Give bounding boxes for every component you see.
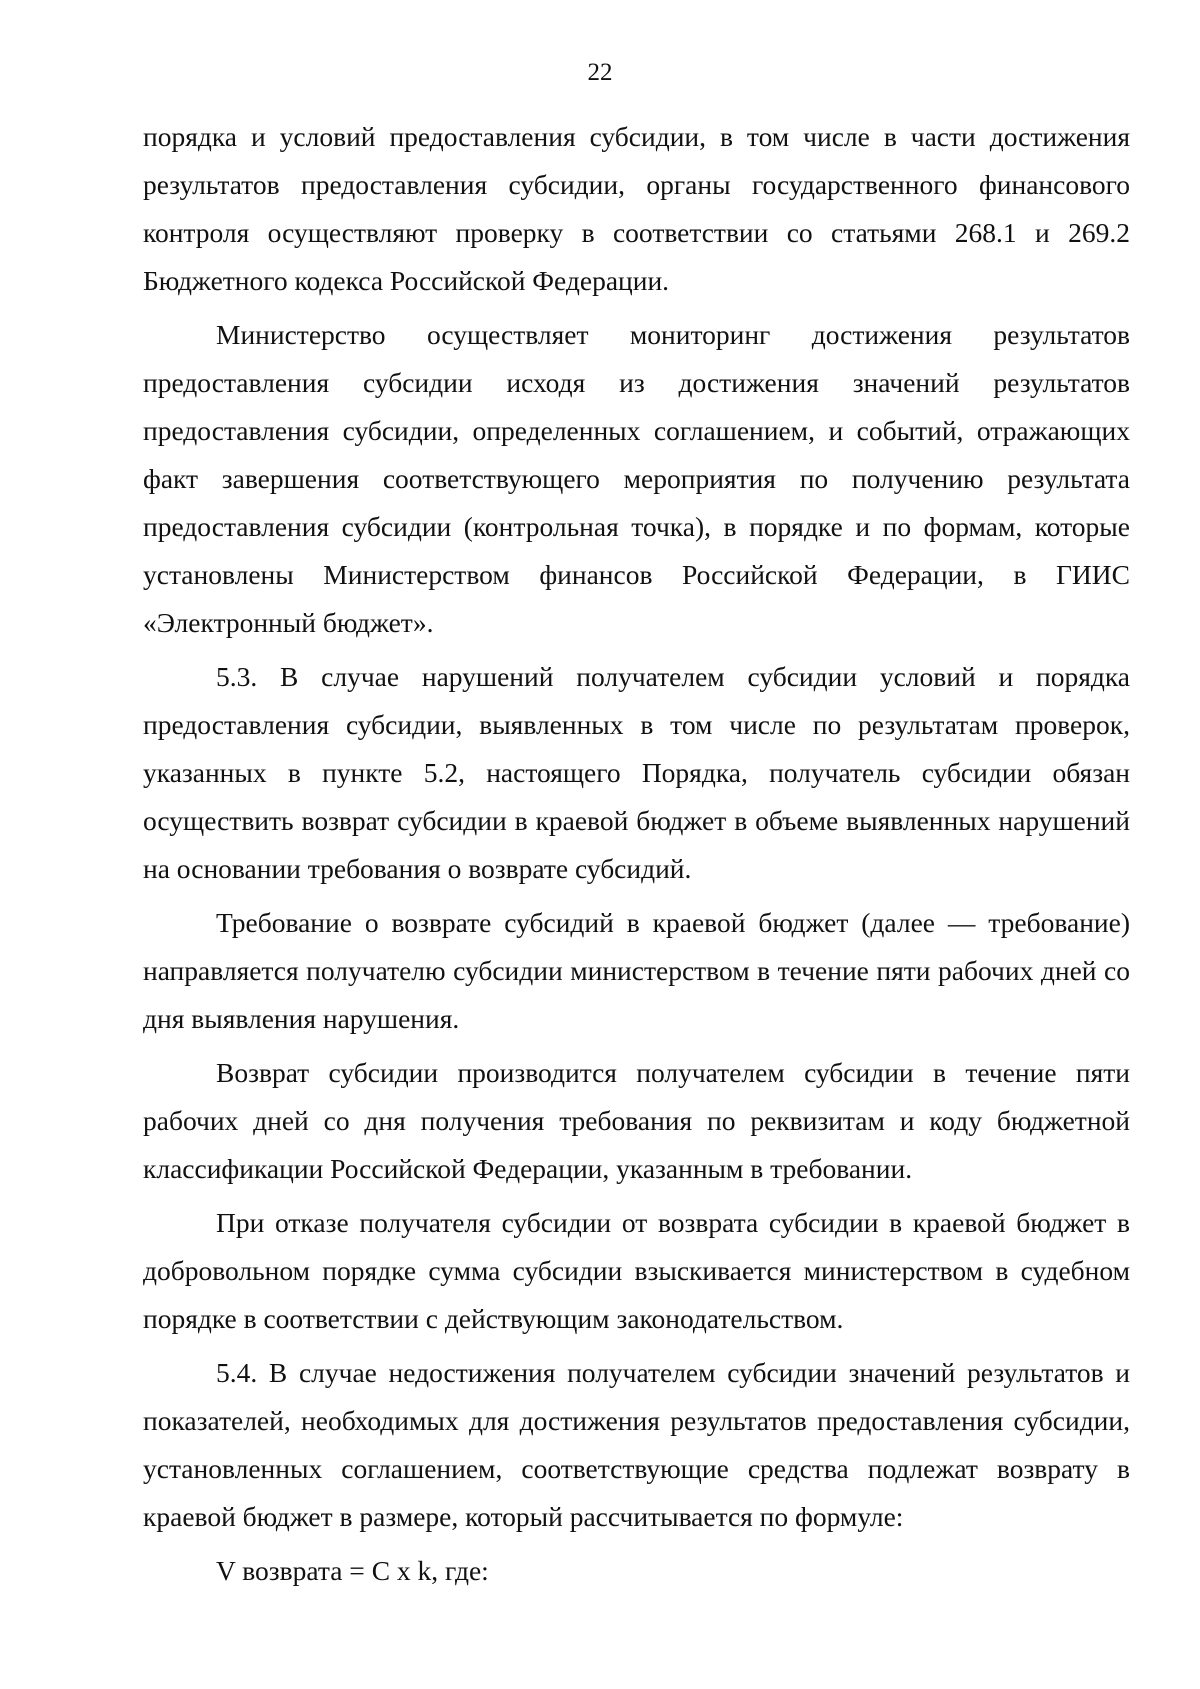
- paragraph-monitoring: Министерство осуществляет мониторинг достижения результатов предоставления субсидии исходя из достижения значений результатов предоставления субсидии, определенных соглашением, и событий, отражающих факт завершения соответствующего мероприятия по получению результата предоставления субсидии (контрольная точка), в порядке и по формам, которые установлены Министерством финансов Российской Федерации, в ГИИС «Электронный бюджет».: [143, 319, 1130, 638]
- document-body: [143, 113, 1130, 1595]
- paragraph-control-check: порядка и условий предоставления субсидии, в том числе в части достижения результатов предоставления субсидии, органы государственного финансового контроля осуществляют проверку в соответствии со статьями 268.1 и 269.2 Бюджетного кодекса Российской Федерации.: [143, 121, 1130, 296]
- paragraph-5-4-underachievement: 5.4. В случае недостижения получателем субсидии значений результатов и показателей, необходимых для достижения результатов предоставления субсидии, установленных соглашением, соответствующие средства подлежат возврату в краевой бюджет в размере, который рассчитывается по формуле:: [143, 1357, 1130, 1532]
- paragraph-refund-terms: Возврат субсидии производится получателем субсидии в течение пяти рабочих дней со дня получения требования по реквизитам и коду бюджетной классификации Российской Федерации, указанным в требовании.: [143, 1057, 1130, 1184]
- paragraph-refund-demand: Требование о возврате субсидий в краевой бюджет (далее — требование) направляется получателю субсидии министерством в течение пяти рабочих дней со дня выявления нарушения.: [143, 907, 1130, 1034]
- refund-formula: V возврата = C x k, где:: [216, 1555, 489, 1586]
- page-number: 22: [587, 59, 613, 86]
- paragraph-5-3-violations: 5.3. В случае нарушений получателем субсидии условий и порядка предоставления субсидии, выявленных в том числе по результатам проверок, указанных в пункте 5.2, настоящего Порядка, получатель субсидии обязан осуществить возврат субсидии в краевой бюджет в объеме выявленных нарушений на основании требования о возврате субсидий.: [143, 661, 1130, 884]
- paragraph-refusal: При отказе получателя субсидии от возврата субсидии в краевой бюджет в добровольном порядке сумма субсидии взыскивается министерством в судебном порядке в соответствии с действующим законодательством.: [143, 1207, 1130, 1334]
